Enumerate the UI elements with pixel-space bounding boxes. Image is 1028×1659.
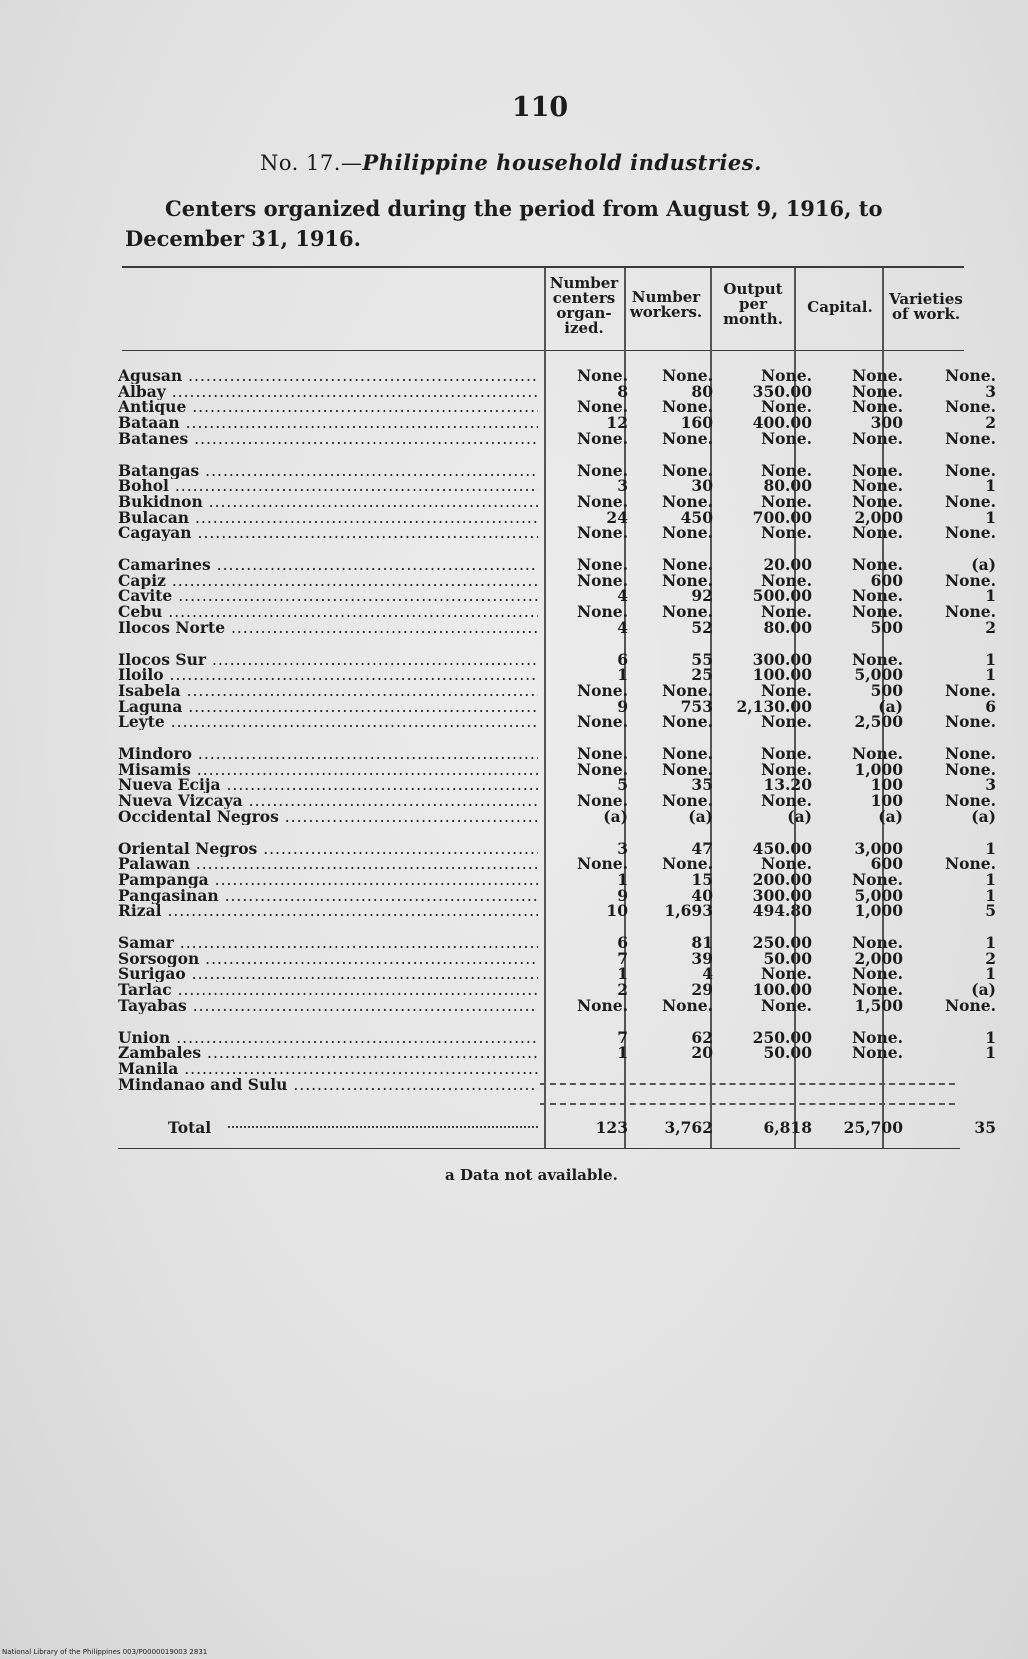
- province-name: Batangas .....: [118, 463, 538, 479]
- centers-cell: None.: [576, 680, 628, 700]
- workers-cell: None.: [661, 791, 713, 811]
- total-workers: 3,762: [664, 1118, 713, 1137]
- table-row: [118, 964, 996, 984]
- centers-cell: None.: [576, 602, 628, 622]
- capital-cell: None.: [851, 869, 903, 889]
- centers-cell: 7: [617, 948, 628, 968]
- total-leader: [228, 1126, 538, 1128]
- capital-cell: None.: [851, 586, 903, 606]
- centers-cell: None.: [576, 460, 628, 480]
- province-name: Misamis .....: [118, 762, 538, 778]
- varieties-cell: 3: [985, 775, 996, 795]
- centers-cell: 4: [617, 617, 628, 637]
- province-name: Capiz .....: [118, 573, 538, 589]
- table-row: [118, 869, 996, 889]
- output-cell: None.: [760, 712, 812, 732]
- header-rule: [122, 350, 964, 351]
- workers-cell: 4: [702, 964, 713, 984]
- capital-cell: 600: [870, 854, 903, 874]
- output-cell: 300.00: [752, 885, 812, 905]
- output-cell: 450.00: [752, 838, 812, 858]
- centers-cell: 9: [617, 885, 628, 905]
- table-row: [118, 381, 996, 401]
- centers-cell: None.: [576, 523, 628, 543]
- output-cell: (a): [787, 806, 812, 826]
- centers-cell: 12: [606, 413, 628, 433]
- varieties-cell: None.: [944, 366, 996, 385]
- varieties-cell: 1: [985, 885, 996, 905]
- centers-cell: None.: [576, 491, 628, 511]
- output-cell: 100.00: [752, 665, 812, 685]
- province-name: Leyte .....: [118, 714, 538, 730]
- centers-cell: 10: [606, 901, 628, 921]
- table-row: [118, 507, 996, 527]
- varieties-cell: 1: [985, 649, 996, 669]
- province-name: Albay .....: [118, 384, 538, 400]
- output-cell: 20.00: [763, 555, 812, 574]
- varieties-cell: None.: [944, 854, 996, 874]
- output-cell: 80.00: [763, 617, 812, 637]
- province-name: Batanes .....: [118, 431, 538, 447]
- table-row: [118, 854, 996, 874]
- workers-cell: 450: [680, 507, 713, 527]
- table-row: [118, 712, 996, 732]
- province-name: Bukidnon .....: [118, 494, 538, 510]
- table-row: [118, 1043, 996, 1063]
- output-cell: None.: [760, 744, 812, 763]
- total-output: 6,818: [763, 1118, 812, 1137]
- capital-cell: 1,000: [854, 901, 903, 921]
- varieties-cell: None.: [944, 397, 996, 417]
- varieties-cell: None.: [944, 602, 996, 622]
- capital-cell: None.: [851, 964, 903, 984]
- table-row: [118, 586, 996, 606]
- province-name: Palawan .....: [118, 856, 538, 872]
- output-cell: 80.00: [763, 476, 812, 496]
- centers-cell: 1: [617, 869, 628, 889]
- varieties-cell: None.: [944, 523, 996, 543]
- output-cell: None.: [760, 995, 812, 1015]
- varieties-cell: 1: [985, 964, 996, 984]
- centers-cell: 1: [617, 964, 628, 984]
- blank-row-dashes: [540, 1083, 955, 1085]
- capital-cell: 1,000: [854, 759, 903, 779]
- workers-cell: 1,693: [664, 901, 713, 921]
- workers-cell: 62: [691, 1027, 713, 1047]
- capital-cell: None.: [851, 491, 903, 511]
- centers-cell: None.: [576, 555, 628, 574]
- table-row: [118, 885, 996, 905]
- province-name: Agusan .....: [118, 368, 538, 384]
- varieties-cell: None.: [944, 460, 996, 480]
- capital-cell: 2,500: [854, 712, 903, 732]
- capital-cell: None.: [851, 744, 903, 763]
- workers-cell: 15: [691, 869, 713, 889]
- centers-cell: None.: [576, 791, 628, 811]
- province-name: Nueva Vizcaya .....: [118, 793, 538, 809]
- province-name: Tayabas .....: [118, 998, 538, 1014]
- centers-cell: 5: [617, 775, 628, 795]
- table-row: [118, 491, 996, 511]
- capital-cell: 600: [870, 570, 903, 590]
- capital-cell: (a): [878, 806, 903, 826]
- varieties-cell: 1: [985, 869, 996, 889]
- table-row: [118, 759, 996, 779]
- workers-cell: 160: [680, 413, 713, 433]
- workers-cell: None.: [661, 366, 713, 385]
- varieties-cell: 1: [985, 476, 996, 496]
- centers-cell: 3: [617, 476, 628, 496]
- workers-cell: None.: [661, 428, 713, 448]
- centers-cell: 1: [617, 665, 628, 685]
- centers-cell: None.: [576, 854, 628, 874]
- capital-cell: None.: [851, 1043, 903, 1063]
- table-row: [118, 555, 996, 574]
- table-row: [118, 428, 996, 448]
- table-title: [260, 150, 860, 175]
- workers-cell: 47: [691, 838, 713, 858]
- capital-cell: None.: [851, 649, 903, 669]
- province-name: Mindanao and Sulu .....: [118, 1077, 538, 1093]
- centers-cell: None.: [576, 744, 628, 763]
- table-row: [118, 1061, 958, 1077]
- workers-cell: None.: [661, 744, 713, 763]
- capital-cell: 2,000: [854, 948, 903, 968]
- output-cell: None.: [760, 491, 812, 511]
- table-row: [118, 665, 996, 685]
- centers-cell: None.: [576, 570, 628, 590]
- workers-cell: None.: [661, 680, 713, 700]
- table-row: [118, 838, 996, 858]
- workers-cell: None.: [661, 602, 713, 622]
- centers-cell: 4: [617, 586, 628, 606]
- header-output: Output per month.: [723, 280, 783, 328]
- output-cell: None.: [760, 570, 812, 590]
- top-rule: [122, 266, 964, 268]
- output-cell: 13.20: [763, 775, 812, 795]
- capital-cell: 500: [870, 617, 903, 637]
- workers-cell: None.: [661, 491, 713, 511]
- workers-cell: 39: [691, 948, 713, 968]
- output-cell: 500.00: [752, 586, 812, 606]
- province-name: Cavite .....: [118, 588, 538, 604]
- workers-cell: 52: [691, 617, 713, 637]
- output-cell: None.: [760, 854, 812, 874]
- table-row: [118, 744, 996, 763]
- workers-cell: None.: [661, 854, 713, 874]
- centers-cell: 24: [606, 507, 628, 527]
- capital-cell: 500: [870, 680, 903, 700]
- workers-cell: 753: [680, 696, 713, 716]
- footnote: a Data not available.: [445, 1166, 618, 1184]
- centers-cell: None.: [576, 366, 628, 385]
- workers-cell: None.: [661, 460, 713, 480]
- workers-cell: None.: [661, 570, 713, 590]
- table-row: [118, 948, 996, 968]
- centers-cell: (a): [603, 806, 628, 826]
- varieties-cell: (a): [971, 806, 996, 826]
- workers-cell: 80: [691, 381, 713, 401]
- table-row: [118, 476, 996, 496]
- varieties-cell: None.: [944, 995, 996, 1015]
- table-row: [118, 775, 996, 795]
- table-row: [118, 366, 996, 385]
- capital-cell: None.: [851, 476, 903, 496]
- varieties-cell: 1: [985, 1027, 996, 1047]
- centers-cell: None.: [576, 995, 628, 1015]
- centers-cell: None.: [576, 759, 628, 779]
- table-row: [118, 602, 996, 622]
- output-cell: 50.00: [763, 1043, 812, 1063]
- province-name: Bohol .....: [118, 478, 538, 494]
- centers-cell: 8: [617, 381, 628, 401]
- capital-cell: (a): [878, 696, 903, 716]
- varieties-cell: 1: [985, 507, 996, 527]
- table-subtitle: Centers organized during the period from August 9, 1916, to December 31, 1916.: [125, 196, 883, 251]
- varieties-cell: 2: [985, 948, 996, 968]
- workers-cell: None.: [661, 995, 713, 1015]
- province-name: Sorsogon .....: [118, 951, 538, 967]
- table-row: [118, 680, 996, 700]
- table-row: [118, 570, 996, 590]
- varieties-cell: 5: [985, 901, 996, 921]
- table-row: [118, 995, 996, 1015]
- output-cell: 50.00: [763, 948, 812, 968]
- table-row: [118, 617, 996, 637]
- province-name: Rizal .....: [118, 903, 538, 919]
- total-dashes: [540, 1103, 955, 1105]
- province-name: Manila .....: [118, 1061, 538, 1077]
- capital-cell: None.: [851, 381, 903, 401]
- workers-cell: 30: [691, 476, 713, 496]
- capital-cell: 3,000: [854, 838, 903, 858]
- centers-cell: 7: [617, 1027, 628, 1047]
- workers-cell: 40: [691, 885, 713, 905]
- output-cell: 200.00: [752, 869, 812, 889]
- workers-cell: 20: [691, 1043, 713, 1063]
- capital-cell: None.: [851, 1027, 903, 1047]
- workers-cell: 35: [691, 775, 713, 795]
- capital-cell: 100: [870, 791, 903, 811]
- output-cell: 400.00: [752, 413, 812, 433]
- table-row: [118, 413, 996, 433]
- varieties-cell: None.: [944, 759, 996, 779]
- province-name: Occidental Negros .....: [118, 809, 538, 825]
- output-cell: 300.00: [752, 649, 812, 669]
- centers-cell: 1: [617, 1043, 628, 1063]
- total-centers: 123: [595, 1118, 628, 1137]
- province-name: Mindoro .....: [118, 746, 538, 762]
- workers-cell: 81: [691, 933, 713, 952]
- header-workers: Number workers.: [629, 288, 703, 321]
- province-name: Union .....: [118, 1030, 538, 1046]
- varieties-cell: 2: [985, 413, 996, 433]
- output-cell: 250.00: [752, 1027, 812, 1047]
- province-name: Pampanga .....: [118, 872, 538, 888]
- table-row: [118, 933, 996, 952]
- workers-cell: 55: [691, 649, 713, 669]
- varieties-cell: None.: [944, 570, 996, 590]
- table-number: No. 17.—: [260, 151, 363, 175]
- total-row: [118, 1118, 996, 1138]
- table-row: [118, 523, 996, 543]
- centers-cell: 6: [617, 649, 628, 669]
- varieties-cell: None.: [944, 712, 996, 732]
- varieties-cell: None.: [944, 428, 996, 448]
- capital-cell: None.: [851, 523, 903, 543]
- province-name: Pangasinan .....: [118, 888, 538, 904]
- varieties-cell: 3: [985, 381, 996, 401]
- page-number: 110: [511, 92, 569, 123]
- table-name: Philippine household industries.: [362, 150, 762, 175]
- total-capital: 25,700: [843, 1118, 903, 1137]
- output-cell: None.: [760, 428, 812, 448]
- province-name: Iloilo .....: [118, 667, 538, 683]
- centers-cell: None.: [576, 712, 628, 732]
- table-row: [118, 649, 996, 669]
- workers-cell: 25: [691, 665, 713, 685]
- output-cell: None.: [760, 602, 812, 622]
- header-centers: Number centers organ- ized.: [549, 274, 619, 337]
- workers-cell: 92: [691, 586, 713, 606]
- capital-cell: 1,500: [854, 995, 903, 1015]
- varieties-cell: None.: [944, 491, 996, 511]
- table-row: [118, 980, 996, 1000]
- output-cell: 100.00: [752, 980, 812, 1000]
- province-name: Oriental Negros .....: [118, 841, 538, 857]
- total-label: Total: [168, 1118, 212, 1137]
- centers-cell: 6: [617, 933, 628, 952]
- province-name: Cebu .....: [118, 604, 538, 620]
- bottom-rule: [118, 1148, 960, 1149]
- capital-cell: None.: [851, 460, 903, 480]
- capital-cell: None.: [851, 980, 903, 1000]
- output-cell: None.: [760, 680, 812, 700]
- table-row: [118, 696, 996, 716]
- header-varieties: Varieties of work.: [889, 290, 963, 323]
- table-row: [118, 1027, 996, 1047]
- output-cell: None.: [760, 791, 812, 811]
- table-row: [118, 460, 996, 480]
- workers-cell: None.: [661, 759, 713, 779]
- capital-cell: None.: [851, 366, 903, 385]
- province-name: Nueva Ecija .....: [118, 777, 538, 793]
- province-name: Bataan .....: [118, 415, 538, 431]
- table-row: [118, 901, 996, 921]
- centers-cell: 3: [617, 838, 628, 858]
- output-cell: 494.80: [752, 901, 812, 921]
- workers-cell: None.: [661, 397, 713, 417]
- capital-cell: None.: [851, 555, 903, 574]
- capital-cell: 5,000: [854, 885, 903, 905]
- province-name: Ilocos Sur .....: [118, 652, 538, 668]
- province-name: Samar .....: [118, 935, 538, 951]
- capital-cell: 100: [870, 775, 903, 795]
- workers-cell: None.: [661, 555, 713, 574]
- capital-cell: 5,000: [854, 665, 903, 685]
- varieties-cell: (a): [971, 555, 996, 574]
- output-cell: None.: [760, 397, 812, 417]
- output-cell: 250.00: [752, 933, 812, 952]
- table-row: [118, 791, 996, 811]
- output-cell: 700.00: [752, 507, 812, 527]
- varieties-cell: 1: [985, 1043, 996, 1063]
- varieties-cell: None.: [944, 744, 996, 763]
- capital-cell: 300: [870, 413, 903, 433]
- output-cell: None.: [760, 964, 812, 984]
- varieties-cell: 6: [985, 696, 996, 716]
- varieties-cell: None.: [944, 791, 996, 811]
- varieties-cell: 1: [985, 838, 996, 858]
- output-cell: 350.00: [752, 381, 812, 401]
- centers-cell: None.: [576, 397, 628, 417]
- province-name: Cagayan .....: [118, 525, 538, 541]
- capital-cell: None.: [851, 397, 903, 417]
- province-name: Zambales .....: [118, 1045, 538, 1061]
- capital-cell: 2,000: [854, 507, 903, 527]
- varieties-cell: 1: [985, 933, 996, 952]
- workers-cell: None.: [661, 523, 713, 543]
- varieties-cell: None.: [944, 680, 996, 700]
- province-name: Laguna .....: [118, 699, 538, 715]
- output-cell: 2,130.00: [736, 696, 812, 716]
- province-name: Ilocos Norte .....: [118, 620, 538, 636]
- total-varieties: 35: [974, 1118, 996, 1137]
- province-name: Bulacan .....: [118, 510, 538, 526]
- table-row: [118, 397, 996, 417]
- output-cell: None.: [760, 523, 812, 543]
- varieties-cell: 2: [985, 617, 996, 637]
- province-name: Antique .....: [118, 399, 538, 415]
- table-row: [118, 806, 996, 826]
- varieties-cell: (a): [971, 980, 996, 1000]
- province-name: Isabela .....: [118, 683, 538, 699]
- capital-cell: None.: [851, 602, 903, 622]
- workers-cell: 29: [691, 980, 713, 1000]
- workers-cell: None.: [661, 712, 713, 732]
- header-capital: Capital.: [807, 298, 873, 316]
- scan-credit: National Library of the Philippines 003/P0000019003 2831: [2, 1648, 208, 1656]
- capital-cell: None.: [851, 428, 903, 448]
- province-name: Tarlac .....: [118, 982, 538, 998]
- varieties-cell: 1: [985, 586, 996, 606]
- centers-cell: None.: [576, 428, 628, 448]
- province-name: Surigao .....: [118, 966, 538, 982]
- centers-cell: 9: [617, 696, 628, 716]
- capital-cell: None.: [851, 933, 903, 952]
- output-cell: None.: [760, 460, 812, 480]
- output-cell: None.: [760, 759, 812, 779]
- varieties-cell: 1: [985, 665, 996, 685]
- output-cell: None.: [760, 366, 812, 385]
- workers-cell: (a): [688, 806, 713, 826]
- centers-cell: 2: [617, 980, 628, 1000]
- province-name: Camarines .....: [118, 557, 538, 573]
